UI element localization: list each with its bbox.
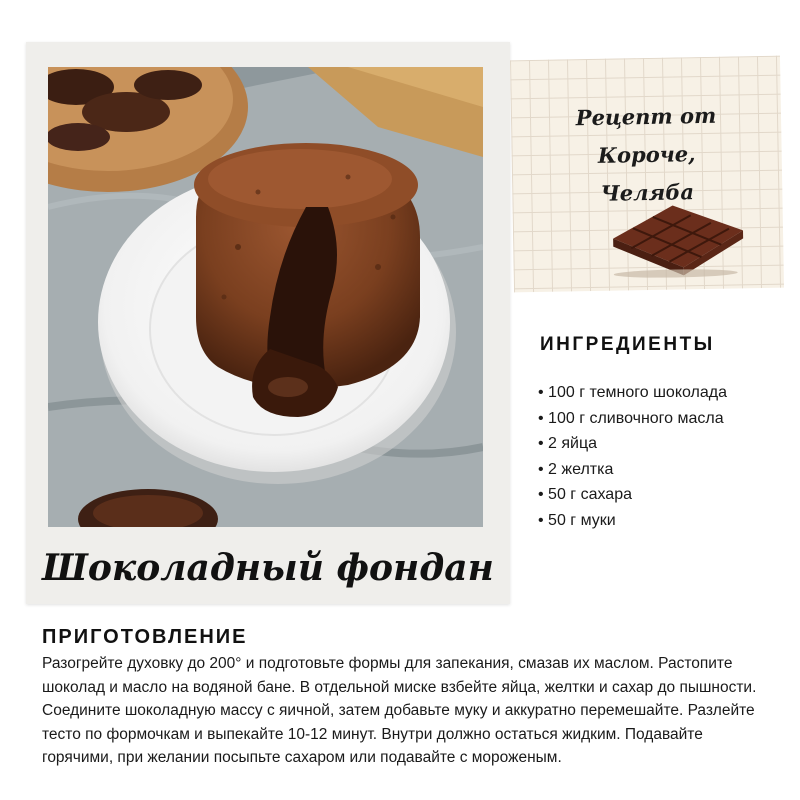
ingredients-heading: ИНГРЕДИЕНТЫ bbox=[540, 334, 715, 355]
polaroid-card bbox=[26, 42, 510, 604]
ingredients-list bbox=[538, 380, 727, 533]
ingredient-item: • 50 г сахара bbox=[538, 482, 727, 508]
fondant-photo-illustration bbox=[48, 67, 483, 527]
chocolate-bar-illustration bbox=[602, 196, 753, 279]
ingredient-item: • 2 яйца bbox=[538, 431, 727, 457]
recipe-title: Шоколадный фондан bbox=[42, 547, 494, 589]
ingredient-item: • 100 г сливочного масла bbox=[538, 406, 727, 432]
recipe-note-card bbox=[510, 56, 784, 293]
chocolate-fondant-photo bbox=[48, 67, 483, 527]
note-line-author: Короче, Челяба bbox=[597, 141, 696, 206]
note-line-author-prefix: Рецепт от bbox=[575, 102, 717, 131]
preparation-text: Разогрейте духовку до 200° и подготовьте формы для запекания, смазав их маслом. Растопите шоколад и масло на водяной бане. В отдельной миске взбейте яйца, желтки и сахар до пышности. Соедините шоколадную массу с яичной, затем добавьте муку и аккуратно перемешайте. Разлейте тесто по формочкам и выпекайте 10-12 минут. Внутри должно остаться жидким. Подавайте горячими, при желании посыпьте сахаром или подавайте с мороженым. bbox=[42, 655, 757, 766]
ingredient-item: • 100 г темного шоколада bbox=[538, 380, 727, 406]
ingredient-item: • 50 г муки bbox=[538, 508, 727, 534]
ingredient-item: • 2 желтка bbox=[538, 457, 727, 483]
preparation-heading: ПРИГОТОВЛЕНИЕ bbox=[42, 626, 248, 648]
